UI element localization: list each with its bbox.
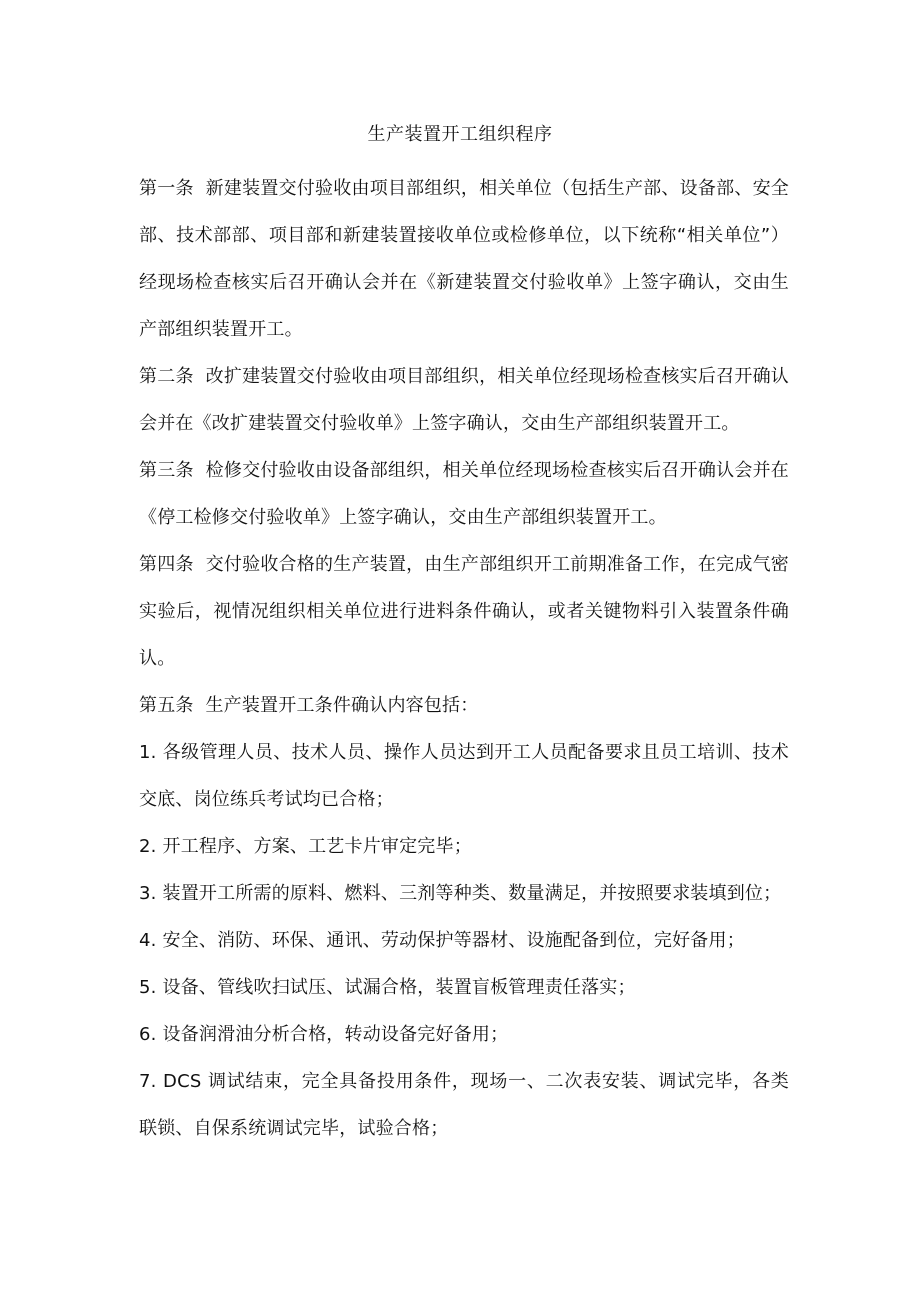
article-paragraph (139, 165, 789, 353)
document-body (139, 165, 789, 1152)
article-paragraph (139, 682, 789, 729)
article-text: 生产装置开工条件确认内容包括： (205, 695, 479, 716)
list-item: 6. 设备润滑油分析合格，转动设备完好备用； (139, 1024, 509, 1045)
article-label: 第五条 (139, 695, 194, 716)
article-text: 检修交付验收由设备部组织，相关单位经现场检查核实后召开确认会并在《停工检修交付验收单》上签字确认，交由生产部组织装置开工。 (139, 460, 790, 528)
document-title: 生产装置开工组织程序 (367, 124, 553, 145)
list-item: 5. 设备、管线吹扫试压、试漏合格，装置盲板管理责任落实； (139, 977, 636, 998)
article-paragraph (139, 447, 789, 541)
article-text: 新建装置交付验收由项目部组织，相关单位（包括生产部、设备部、安全部、技术部部、项目部和新建装置接收单位或检修单位，以下统称“相关单位”）经现场检查核实后召开确认会并在《新建装置交付验收单》上签字确认，交由生产部组织装置开工。 (139, 178, 790, 340)
list-item: 1. 各级管理人员、技术人员、操作人员达到开工人员配备要求且员工培训、技术交底、岗位练兵考试均已合格； (139, 742, 789, 810)
list-item: 4. 安全、消防、环保、通讯、劳动保护等器材、设施配备到位，完好备用； (139, 930, 745, 951)
article-label: 第一条 (139, 178, 194, 199)
list-item: 2. 开工程序、方案、工艺卡片审定完毕； (139, 836, 472, 857)
list-item: 7. DCS 调试结束，完全具备投用条件，现场一、二次表安装、调试完毕，各类联锁、自保系统调试完毕，试验合格； (139, 1071, 789, 1139)
article-text: 交付验收合格的生产装置，由生产部组织开工前期准备工作，在完成气密实验后，视情况组织相关单位进行进料条件确认，或者关键物料引入装置条件确认。 (139, 554, 790, 669)
article-label: 第三条 (139, 460, 194, 481)
article-text: 改扩建装置交付验收由项目部组织，相关单位经现场检查核实后召开确认会并在《改扩建装置交付验收单》上签字确认，交由生产部组织装置开工。 (139, 366, 790, 434)
article-label: 第四条 (139, 554, 194, 575)
article-paragraph (139, 353, 789, 447)
article-label: 第二条 (139, 366, 194, 387)
article-paragraph (139, 541, 789, 682)
list-item: 3. 装置开工所需的原料、燃料、三剂等种类、数量满足，并按照要求装填到位； (139, 883, 782, 904)
